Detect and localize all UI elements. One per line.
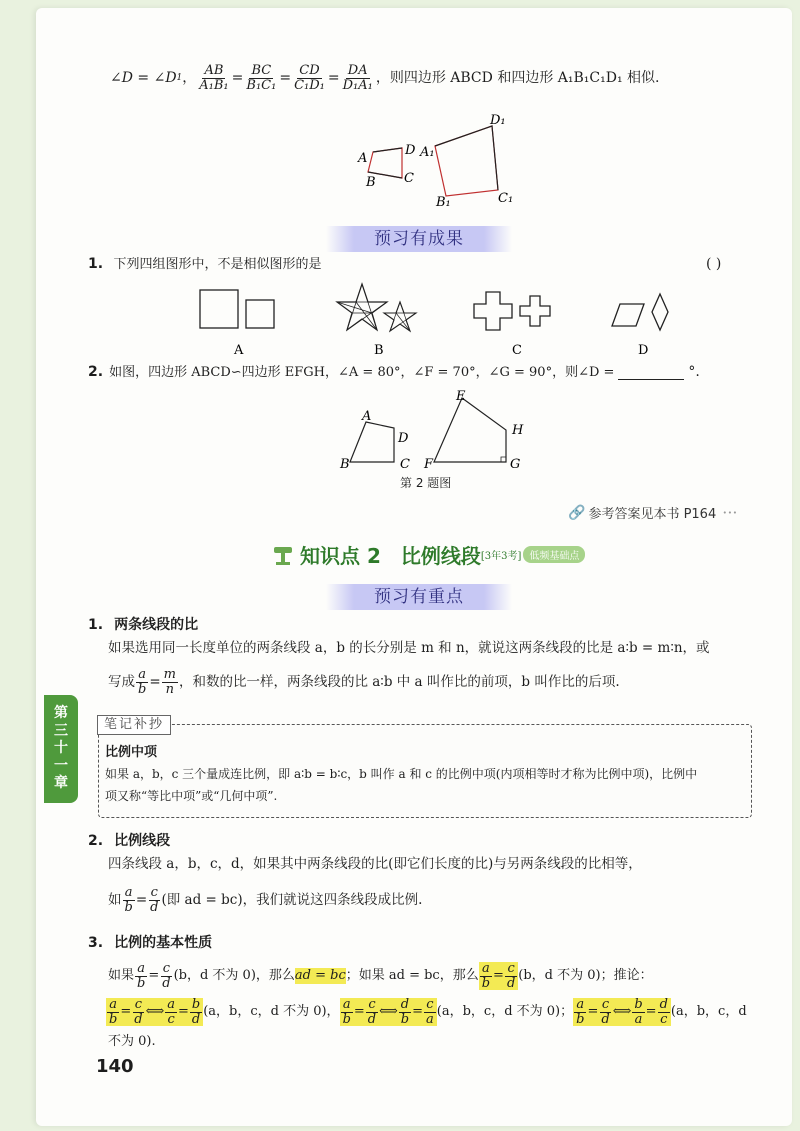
- s3-highlight-ratio: $\frac{a}{b}$ = $\frac{c}{d}$: [479, 962, 519, 990]
- q1-option-figures: [190, 282, 680, 360]
- large-quad: [435, 126, 498, 196]
- frac-cd-den: C₁D₁: [294, 77, 325, 93]
- banner-preview-key-points: 预习有重点: [326, 584, 512, 610]
- frac-cd: [292, 64, 327, 92]
- side-tab-char-3: 十: [54, 740, 68, 757]
- q2-label-b: B: [340, 457, 350, 472]
- frac-a-b: [136, 668, 148, 696]
- option-d-parallelogram: [612, 304, 644, 326]
- q2-label-d: D: [398, 431, 409, 446]
- q2-label-e: E: [456, 389, 466, 404]
- similar-quadrilaterals-figure: [350, 112, 530, 206]
- frac-bc-num: BC: [251, 63, 272, 78]
- frac-m-n: [162, 668, 178, 696]
- q2-label-h: H: [512, 423, 524, 438]
- q2-figure: [338, 388, 538, 474]
- side-tab-char-2: 三: [54, 722, 68, 739]
- link-icon: 🔗: [568, 504, 586, 521]
- frac-a-b-den: b: [138, 681, 147, 697]
- note-title: 比例中项: [105, 745, 158, 760]
- q2-label-a: A: [362, 409, 372, 424]
- frac-ab-den: A₁B₁: [199, 77, 229, 93]
- s3-l1-a: 如果: [108, 968, 135, 984]
- frac-ab-num: AB: [204, 63, 224, 78]
- frac-cd-num: CD: [299, 63, 320, 78]
- s3-l1-b: (b，d 不为 0)，那么: [173, 968, 295, 984]
- s1-p2-prefix: 写成: [108, 674, 135, 691]
- frac-da-num: DA: [347, 63, 368, 78]
- chapter-side-tab[interactable]: [44, 695, 78, 803]
- s3-l1-c: ；如果 ad = bc，那么: [345, 968, 479, 984]
- s3-l2-b: (a，b，c，d 不为 0)；: [436, 1004, 574, 1020]
- frac-a-b-num: a: [138, 667, 147, 682]
- s2-p2-prefix: 如: [108, 892, 122, 909]
- option-c-label[interactable]: C: [512, 343, 522, 358]
- dots-decoration: ···: [722, 503, 738, 522]
- frac-c-d-2: [148, 886, 160, 914]
- label-a1: A₁: [420, 145, 435, 160]
- label-b: B: [366, 175, 376, 190]
- iff-arrow-1: ⟺: [145, 1004, 165, 1020]
- banner-preview-results: 预习有成果: [326, 226, 512, 252]
- frac-a-b-2-den: b: [124, 899, 133, 915]
- s1-paragraph-line1: 如果选用同一长度单位的两条线段 a，b 的长分别是 m 和 n，就说这两条线段的比是 a∶b = m∶n，或: [108, 640, 710, 656]
- s2-p2-suffix: (即 ad = bc)，我们就说这四条线段成比例.: [161, 892, 423, 909]
- s2-paragraph-line1: 四条线段 a，b，c，d，如果其中两条线段的比(即它们长度的比)与另两条线段的比相等，: [108, 856, 642, 872]
- label-b1: B₁: [436, 195, 451, 206]
- q2-caption: 第 2 题图: [400, 476, 452, 490]
- frac-ab: [197, 64, 230, 92]
- q2-number: 2.: [88, 364, 104, 380]
- s3-corollary-2: $\frac{a}{b}$ = $\frac{c}{d}$ ⟺ $\frac{d}{b}$ = $\frac{c}{a}$: [340, 998, 437, 1026]
- frac-m-n-den: n: [165, 681, 174, 697]
- side-tab-char-4: 一: [54, 757, 68, 774]
- s3-line-2: [106, 998, 747, 1026]
- frac-a-b-2: [123, 886, 135, 914]
- exam-frequency-badge: [3年3考]: [480, 551, 522, 562]
- frac-da: [341, 64, 375, 92]
- s3-title: 比例的基本性质: [114, 935, 213, 951]
- top-statement: ∠D = ∠D 1 ， $\frac{AB}{\text{A₁B₁}}$ = $\frac{BC}{\text{B₁C₁}}$ = $\frac{CD}{\text{C₁D₁}}$ = $\frac{DA}{\text{D₁A₁}}$ ，则四边形 ABCD 和四边形 A₁B₁C₁D₁ 相似.: [110, 63, 660, 93]
- answer-reference[interactable]: [568, 503, 738, 522]
- s2-paragraph-line2: 如 $\frac{a}{b}$ = $\frac{c}{d}$ (即 ad = bc)，我们就说这四条线段成比例.: [108, 885, 423, 915]
- knowledge-point-title: 知识点 2 比例线段: [300, 544, 481, 568]
- frac-da-den: D₁A₁: [342, 77, 373, 93]
- s3-l2-c: (a，b，c，d: [670, 1004, 747, 1020]
- difficulty-badge: 低频基础点: [523, 546, 585, 563]
- section-1-heading: [88, 614, 198, 634]
- s1-paragraph-line2: 写成 $\frac{a}{b}$ = $\frac{m}{n}$ ，和数的比一样，两条线段的比 a∶b 中 a 叫作比的前项，b 叫作比的后项.: [108, 667, 620, 697]
- s1-title: 两条线段的比: [114, 617, 199, 633]
- answer-reference-text: 参考答案见本书 P164: [588, 507, 717, 522]
- page-number: 140: [96, 1056, 134, 1077]
- top-prefix: ∠D = ∠D: [110, 69, 177, 86]
- note-box: [98, 717, 752, 818]
- section-2-heading: [88, 830, 170, 850]
- label-c1: C₁: [498, 191, 514, 206]
- option-d-label[interactable]: D: [638, 343, 649, 358]
- frac-bc: [244, 64, 278, 92]
- s1-p2-suffix: ，和数的比一样，两条线段的比 a∶b 中 a 叫作比的前项，b 叫作比的后项.: [178, 674, 620, 691]
- s3-corollary-1: $\frac{a}{b}$ = $\frac{c}{d}$ ⟺ $\frac{a}{c}$ = $\frac{b}{d}$: [106, 998, 203, 1026]
- s2-number: 2.: [88, 833, 104, 849]
- option-c-large-cross: [474, 292, 512, 330]
- q2-label-c: C: [400, 457, 410, 472]
- knowledge-point-header: [272, 540, 585, 569]
- section-3-heading: [88, 932, 212, 952]
- note-line-1: 如果 a，b，c 三个量成连比例，即 a∶b = b∶c，b 叫作 a 和 c 的比例中项(内项相等时才称为比例中项)，比例中: [105, 767, 698, 781]
- s3-frac-a-b: $\frac{a}{b}$: [137, 961, 146, 991]
- top-prefix-sub: 1: [176, 72, 183, 83]
- q1-answer-paren[interactable]: ( ): [706, 256, 722, 272]
- book-stand-icon: [272, 545, 294, 565]
- frac-c-d-2-num: c: [150, 885, 158, 900]
- q2-suffix: °.: [688, 364, 700, 380]
- frac-bc-den: B₁C₁: [246, 77, 277, 93]
- s3-l2-a: (a，b，c，d 不为 0)，: [203, 1004, 340, 1020]
- s2-title: 比例线段: [114, 833, 171, 849]
- option-a-label[interactable]: A: [234, 343, 244, 358]
- frac-a-b-2-num: a: [124, 885, 133, 900]
- label-d1: D₁: [490, 113, 506, 128]
- note-line-2: 项又称“等比中项”或“几何中项”.: [105, 789, 278, 803]
- s1-number: 1.: [88, 617, 104, 633]
- q1-number: 1.: [88, 256, 104, 272]
- iff-arrow-2: ⟺: [379, 1004, 398, 1020]
- s3-l1-d: (b，d 不为 0)；推论：: [518, 968, 653, 984]
- frac-c-d-2-den: d: [150, 899, 159, 915]
- top-suffix: ，则四边形 ABCD 和四边形 A₁B₁C₁D₁ 相似.: [375, 69, 660, 86]
- side-tab-char-5: 章: [54, 775, 68, 792]
- question-2: [88, 364, 700, 381]
- quad-abcd: [350, 422, 394, 462]
- label-d: D: [405, 143, 416, 158]
- q1-text: 下列四组图形中，不是相似图形的是: [113, 257, 322, 272]
- s3-line-3: 不为 0).: [108, 1034, 156, 1049]
- s3-corollary-3: $\frac{a}{b}$ = $\frac{c}{d}$ ⟺ $\frac{b}{a}$ = $\frac{d}{c}$: [573, 998, 671, 1026]
- s3-highlight-ad-bc: ad = bc: [294, 968, 346, 984]
- q2-label-f: F: [424, 457, 434, 472]
- label-a: A: [358, 151, 368, 166]
- option-d-rhombus: [652, 294, 668, 330]
- option-a-large-square: [200, 290, 238, 328]
- frac-m-n-num: m: [163, 667, 176, 682]
- q2-answer-blank[interactable]: [618, 365, 684, 380]
- side-tab-char-1: 第: [54, 705, 68, 722]
- s3-number: 3.: [88, 935, 104, 951]
- note-tag: 笔记补抄: [97, 715, 171, 735]
- quad-efgh: [434, 398, 506, 462]
- q2-label-g: G: [510, 457, 521, 472]
- option-b-label[interactable]: B: [374, 343, 384, 358]
- option-c-small-cross: [520, 296, 550, 326]
- s3-frac-c-d: $\frac{c}{d}$: [162, 961, 171, 991]
- option-a-small-square: [246, 300, 274, 328]
- label-c: C: [404, 171, 414, 186]
- question-1: [88, 256, 322, 273]
- q2-text: 如图，四边形 ABCD∽四边形 EFGH，∠A = 80°，∠F = 70°，∠G = 90°，则∠D =: [109, 364, 615, 380]
- iff-arrow-3: ⟺: [612, 1004, 632, 1020]
- s3-line-1: 如果 $\frac{a}{b}$ = $\frac{c}{d}$ (b，d 不为 0)，那么 ad = bc ；如果 ad = bc，那么 $\frac{a}{b}$ = $\frac{c}{d}$ (b，d 不为 0)；推论：: [108, 961, 653, 991]
